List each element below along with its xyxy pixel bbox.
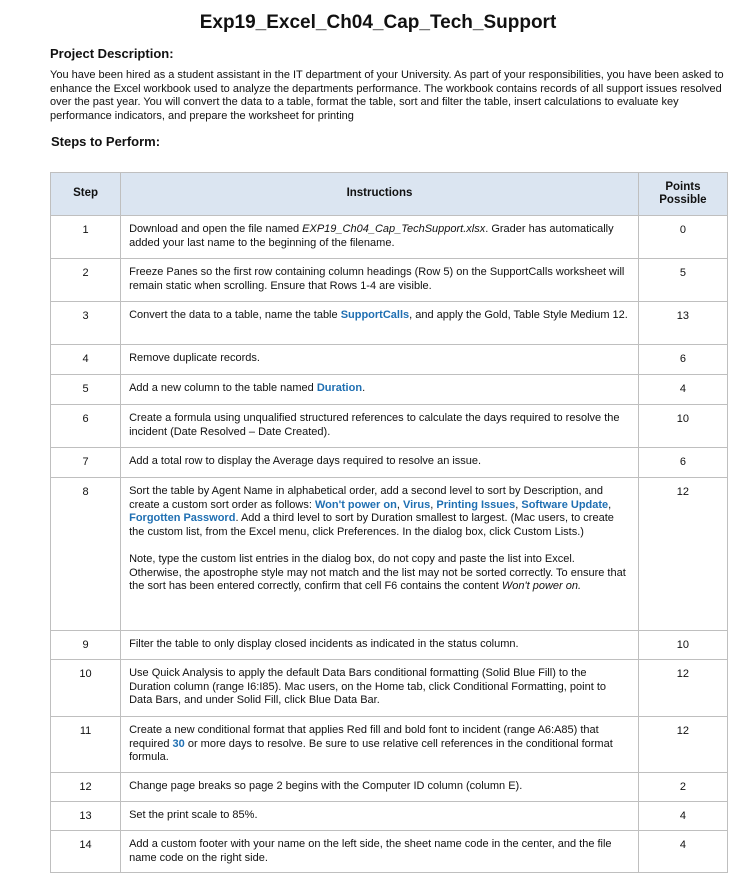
project-description-heading: Project Description: — [50, 46, 174, 61]
step-points: 12 — [638, 717, 727, 773]
table-row — [51, 375, 728, 405]
instruction-text: . Grader has automatically added your last name to the beginning of the filename. — [129, 223, 614, 249]
instruction-text: . — [362, 382, 366, 394]
separator: , — [396, 498, 403, 511]
step-points: 5 — [638, 259, 727, 302]
sort-keyword: Software Update — [521, 498, 609, 511]
step-points: 4 — [638, 802, 727, 831]
table-header-row — [51, 173, 728, 216]
table-row — [51, 478, 728, 631]
table-row — [51, 773, 728, 802]
step-points: 10 — [638, 405, 727, 448]
step-instruction: Set the print scale to 85%. — [121, 802, 639, 831]
instruction-text: , and apply the Gold, Table Style Medium 12. — [409, 309, 628, 321]
step-instruction: Filter the table to only display closed incidents as indicated in the status column. — [121, 631, 639, 660]
step-points: 2 — [638, 773, 727, 802]
step-column-header: Step — [51, 173, 121, 216]
step-points: 12 — [638, 660, 727, 717]
sort-note — [129, 553, 630, 594]
instruction-text: or more days to resolve. Be sure to use relative cell references in the conditional format formula. — [129, 737, 613, 763]
instruction-text: Create a new conditional format that applies Red fill and bold font to incident (range A6:A85) that required — [129, 724, 599, 750]
step-points: 12 — [638, 478, 727, 631]
filename-text: EXP19_Ch04_Cap_TechSupport.xlsx — [302, 223, 486, 235]
step-number: 10 — [51, 660, 121, 717]
table-row — [51, 831, 728, 873]
step-number: 14 — [51, 831, 121, 873]
instruction-text: Sort the table by Agent Name in alphabetical order, add a second level to sort by Description, and create a custom sort order as follows: — [129, 485, 603, 511]
instruction-text: Download and open the file named — [129, 223, 303, 235]
table-row — [51, 660, 728, 717]
step-number: 7 — [51, 448, 121, 478]
sort-keyword: Forgotten Password — [129, 512, 236, 524]
step-number: 4 — [51, 345, 121, 375]
step-number: 1 — [51, 216, 121, 259]
step-instruction: Add a total row to display the Average days required to resolve an issue. — [121, 448, 639, 478]
step-number: 12 — [51, 773, 121, 802]
step-points: 4 — [638, 831, 727, 873]
table-row — [51, 302, 728, 345]
table-row — [51, 448, 728, 478]
table-row — [51, 802, 728, 831]
column-name-keyword: Duration — [316, 382, 363, 394]
step-instruction — [121, 216, 639, 259]
table-row — [51, 259, 728, 302]
days-keyword: 30 — [172, 737, 185, 750]
instruction-text: Convert the data to a table, name the table — [129, 309, 341, 321]
step-number: 11 — [51, 717, 121, 773]
step-number: 2 — [51, 259, 121, 302]
step-instruction: Add a custom footer with your name on the left side, the sheet name code in the center, and the file name code on the right side. — [121, 831, 639, 873]
step-instruction: Use Quick Analysis to apply the default Data Bars conditional formatting (Solid Blue Fill) to the Duration column (range I6:I85). Mac users, on the Home tab, click Conditional Formatting, point to Data Bars, and under Solid Fill, click Blue Data Bar. — [121, 660, 639, 717]
project-description-text: You have been hired as a student assistant in the IT department of your University. As part of your responsibilities, you have been asked to enhance the Excel workbook used to analyze the departments performance. The workbook contains records of all support issues resolved over the past year. You will convert the data to a table, format the table, sort and filter the table, insert calculations to evaluate key performance indicators, and prepare the worksheet for printing — [50, 69, 724, 122]
instruction-text: Add a new column to the table named — [129, 382, 317, 394]
step-instruction: Freeze Panes so the first row containing column headings (Row 5) on the SupportCalls worksheet will remain static when scrolling. Ensure that Rows 1-4 are visible. — [121, 259, 639, 302]
document-title: Exp19_Excel_Ch04_Cap_Tech_Support — [199, 12, 557, 33]
separator: , — [515, 498, 522, 511]
step-number: 5 — [51, 375, 121, 405]
table-row — [51, 216, 728, 259]
step-number: 13 — [51, 802, 121, 831]
points-header-line1: Points — [665, 180, 701, 193]
step-instruction — [121, 375, 639, 405]
step-number: 9 — [51, 631, 121, 660]
instruction-text: . Add a third level to sort by Duration smallest to largest. (Mac users, to create the custom list, from the Excel menu, click Preferences. In the dialog box, click Custom Lists.) — [129, 512, 614, 538]
step-points: 10 — [638, 631, 727, 660]
separator: , — [608, 498, 612, 511]
step-instruction — [121, 717, 639, 773]
step-points: 13 — [638, 302, 727, 345]
instructions-column-header: Instructions — [121, 173, 639, 216]
step-instruction — [121, 478, 639, 631]
note-cell-content: Won't power on. — [501, 580, 582, 592]
steps-table — [50, 172, 728, 873]
step-points: 6 — [638, 345, 727, 375]
table-row — [51, 631, 728, 660]
step-number: 3 — [51, 302, 121, 345]
step-points: 4 — [638, 375, 727, 405]
separator: , — [430, 498, 437, 511]
step-points: 6 — [638, 448, 727, 478]
step-points: 0 — [638, 216, 727, 259]
step-instruction: Change page breaks so page 2 begins with the Computer ID column (column E). — [121, 773, 639, 802]
points-column-header — [638, 173, 727, 216]
table-row — [51, 345, 728, 375]
note-text: Note, type the custom list entries in the dialog box, do not copy and paste the list into Excel. Otherwise, the apostrophe style may not match and the list may not be sorted correctly. To ensure that the sort has been entered correctly, confirm that cell F6 contains the content — [129, 553, 626, 592]
points-header-line2: Possible — [659, 194, 707, 206]
step-number: 8 — [51, 478, 121, 631]
sort-instruction — [129, 485, 630, 539]
step-instruction — [121, 302, 639, 345]
step-number: 6 — [51, 405, 121, 448]
sort-keyword: Won't power on — [314, 498, 397, 511]
sort-keyword: Virus — [402, 498, 431, 511]
table-row — [51, 717, 728, 773]
sort-keyword: Printing Issues — [436, 498, 516, 511]
step-instruction: Remove duplicate records. — [121, 345, 639, 375]
table-name-keyword: SupportCalls — [340, 309, 410, 321]
steps-heading: Steps to Perform: — [51, 134, 161, 149]
table-row — [51, 405, 728, 448]
step-instruction: Create a formula using unqualified structured references to calculate the days required to resolve the incident (Date Resolved – Date Created). — [121, 405, 639, 448]
